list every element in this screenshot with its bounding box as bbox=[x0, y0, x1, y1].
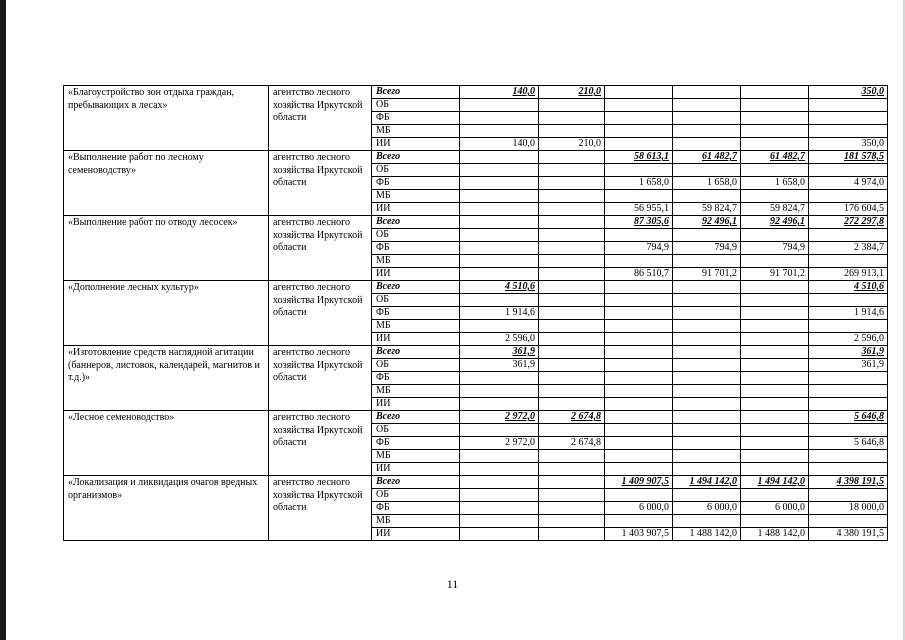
total-cell bbox=[809, 294, 888, 307]
value-cell bbox=[539, 255, 605, 268]
value-cell bbox=[605, 385, 673, 398]
measure-name: «Изготовление средств наглядной агитации (баннеров, листовок, календарей, магнитов и т.д.)» bbox=[64, 346, 269, 411]
value-cell: 140,0 bbox=[460, 86, 539, 99]
value-cell: 91 701,2 bbox=[673, 268, 741, 281]
table-row bbox=[64, 216, 888, 229]
total-cell: 350,0 bbox=[809, 86, 888, 99]
value-cell bbox=[605, 333, 673, 346]
value-cell: 1 658,0 bbox=[673, 177, 741, 190]
value-cell bbox=[539, 112, 605, 125]
total-cell bbox=[809, 489, 888, 502]
value-cell bbox=[539, 216, 605, 229]
value-cell bbox=[539, 333, 605, 346]
value-cell: 1 494 142,0 bbox=[673, 476, 741, 489]
value-cell bbox=[605, 255, 673, 268]
value-cell bbox=[741, 333, 809, 346]
executor-name: агентство лесного хозяйства Иркутской области bbox=[269, 281, 372, 346]
total-cell bbox=[809, 320, 888, 333]
measure-name: «Дополнение лесных культур» bbox=[64, 281, 269, 346]
value-cell: 56 955,1 bbox=[605, 203, 673, 216]
funding-source: ФБ bbox=[372, 372, 460, 385]
value-cell bbox=[741, 125, 809, 138]
value-cell bbox=[539, 177, 605, 190]
value-cell: 361,9 bbox=[460, 346, 539, 359]
value-cell bbox=[460, 242, 539, 255]
value-cell bbox=[741, 385, 809, 398]
funding-source: ИИ bbox=[372, 333, 460, 346]
value-cell bbox=[673, 112, 741, 125]
value-cell bbox=[460, 515, 539, 528]
value-cell bbox=[539, 424, 605, 437]
total-cell bbox=[809, 99, 888, 112]
value-cell bbox=[741, 398, 809, 411]
value-cell bbox=[539, 307, 605, 320]
value-cell: 59 824,7 bbox=[673, 203, 741, 216]
funding-source: ОБ bbox=[372, 359, 460, 372]
value-cell bbox=[460, 203, 539, 216]
value-cell bbox=[605, 307, 673, 320]
total-cell bbox=[809, 190, 888, 203]
value-cell bbox=[673, 372, 741, 385]
value-cell bbox=[539, 229, 605, 242]
value-cell bbox=[460, 99, 539, 112]
value-cell bbox=[673, 359, 741, 372]
measure-name: «Выполнение работ по отводу лесосек» bbox=[64, 216, 269, 281]
value-cell bbox=[539, 242, 605, 255]
value-cell bbox=[673, 346, 741, 359]
total-cell: 5 646,8 bbox=[809, 411, 888, 424]
value-cell bbox=[741, 99, 809, 112]
value-cell bbox=[605, 99, 673, 112]
value-cell bbox=[460, 450, 539, 463]
scan-left-edge bbox=[0, 0, 6, 640]
measure-name: «Благоустройство зон отдыха граждан, пребывающих в лесах» bbox=[64, 86, 269, 151]
executor-name: агентство лесного хозяйства Иркутской области bbox=[269, 476, 372, 541]
value-cell: 1 488 142,0 bbox=[741, 528, 809, 541]
funding-source: ФБ bbox=[372, 112, 460, 125]
value-cell: 1 409 907,5 bbox=[605, 476, 673, 489]
value-cell bbox=[673, 437, 741, 450]
value-cell bbox=[460, 398, 539, 411]
total-cell bbox=[809, 255, 888, 268]
value-cell bbox=[539, 151, 605, 164]
value-cell bbox=[673, 190, 741, 203]
value-cell: 6 000,0 bbox=[673, 502, 741, 515]
total-cell: 269 913,1 bbox=[809, 268, 888, 281]
value-cell bbox=[673, 164, 741, 177]
value-cell bbox=[460, 229, 539, 242]
value-cell bbox=[741, 515, 809, 528]
value-cell bbox=[539, 515, 605, 528]
value-cell: 361,9 bbox=[460, 359, 539, 372]
funding-source: ИИ bbox=[372, 463, 460, 476]
measure-name: «Выполнение работ по лесному семеноводству» bbox=[64, 151, 269, 216]
value-cell bbox=[605, 320, 673, 333]
total-cell bbox=[809, 125, 888, 138]
funding-source: Всего bbox=[372, 411, 460, 424]
funding-source: МБ bbox=[372, 320, 460, 333]
table-row bbox=[64, 476, 888, 489]
value-cell bbox=[741, 190, 809, 203]
funding-source: МБ bbox=[372, 450, 460, 463]
funding-source: ИИ bbox=[372, 203, 460, 216]
value-cell bbox=[741, 320, 809, 333]
value-cell bbox=[539, 281, 605, 294]
value-cell bbox=[741, 424, 809, 437]
total-cell: 361,9 bbox=[809, 359, 888, 372]
value-cell bbox=[605, 138, 673, 151]
value-cell bbox=[605, 424, 673, 437]
total-cell bbox=[809, 424, 888, 437]
total-cell: 2 384,7 bbox=[809, 242, 888, 255]
value-cell bbox=[460, 489, 539, 502]
value-cell bbox=[460, 294, 539, 307]
value-cell bbox=[460, 528, 539, 541]
measure-name: «Локализация и ликвидация очагов вредных организмов» bbox=[64, 476, 269, 541]
total-cell: 4 974,0 bbox=[809, 177, 888, 190]
funding-source: ИИ bbox=[372, 398, 460, 411]
funding-source: ОБ bbox=[372, 99, 460, 112]
value-cell bbox=[460, 164, 539, 177]
value-cell bbox=[539, 463, 605, 476]
table-row bbox=[64, 86, 888, 99]
value-cell: 6 000,0 bbox=[605, 502, 673, 515]
value-cell bbox=[539, 268, 605, 281]
total-cell: 4 398 191,5 bbox=[809, 476, 888, 489]
funding-source: Всего bbox=[372, 86, 460, 99]
value-cell bbox=[460, 320, 539, 333]
value-cell bbox=[460, 151, 539, 164]
value-cell bbox=[605, 86, 673, 99]
funding-source: ОБ bbox=[372, 294, 460, 307]
total-cell bbox=[809, 164, 888, 177]
value-cell: 2 972,0 bbox=[460, 437, 539, 450]
value-cell bbox=[605, 190, 673, 203]
funding-source: ФБ bbox=[372, 242, 460, 255]
total-cell bbox=[809, 398, 888, 411]
funding-source: МБ bbox=[372, 385, 460, 398]
value-cell: 1 658,0 bbox=[741, 177, 809, 190]
value-cell bbox=[460, 125, 539, 138]
value-cell bbox=[460, 190, 539, 203]
funding-source: ОБ bbox=[372, 489, 460, 502]
value-cell: 1 494 142,0 bbox=[741, 476, 809, 489]
value-cell bbox=[460, 385, 539, 398]
value-cell bbox=[539, 125, 605, 138]
value-cell bbox=[539, 359, 605, 372]
funding-source: ИИ bbox=[372, 138, 460, 151]
value-cell bbox=[539, 99, 605, 112]
funding-source: ФБ bbox=[372, 502, 460, 515]
value-cell bbox=[673, 450, 741, 463]
value-cell bbox=[673, 411, 741, 424]
value-cell bbox=[741, 164, 809, 177]
value-cell bbox=[741, 138, 809, 151]
value-cell bbox=[605, 489, 673, 502]
total-cell bbox=[809, 515, 888, 528]
value-cell: 6 000,0 bbox=[741, 502, 809, 515]
table-row bbox=[64, 346, 888, 359]
value-cell bbox=[605, 346, 673, 359]
value-cell bbox=[460, 372, 539, 385]
value-cell bbox=[741, 86, 809, 99]
table-body bbox=[64, 86, 888, 541]
funding-source: ОБ bbox=[372, 424, 460, 437]
value-cell: 1 914,6 bbox=[460, 307, 539, 320]
value-cell bbox=[673, 255, 741, 268]
value-cell bbox=[539, 320, 605, 333]
total-cell: 18 000,0 bbox=[809, 502, 888, 515]
funding-source: ФБ bbox=[372, 437, 460, 450]
value-cell bbox=[460, 112, 539, 125]
funding-source: Всего bbox=[372, 476, 460, 489]
value-cell bbox=[673, 229, 741, 242]
value-cell bbox=[539, 476, 605, 489]
value-cell: 2 674,8 bbox=[539, 437, 605, 450]
funding-source: Всего bbox=[372, 281, 460, 294]
value-cell bbox=[741, 255, 809, 268]
value-cell bbox=[741, 372, 809, 385]
value-cell: 2 972,0 bbox=[460, 411, 539, 424]
value-cell: 794,9 bbox=[741, 242, 809, 255]
value-cell bbox=[673, 125, 741, 138]
funding-source: ИИ bbox=[372, 528, 460, 541]
value-cell bbox=[605, 411, 673, 424]
executor-name: агентство лесного хозяйства Иркутской области bbox=[269, 216, 372, 281]
total-cell: 272 297,8 bbox=[809, 216, 888, 229]
funding-source: ОБ bbox=[372, 164, 460, 177]
executor-name: агентство лесного хозяйства Иркутской области bbox=[269, 86, 372, 151]
funding-source: Всего bbox=[372, 216, 460, 229]
measure-name: «Лесное семеноводство» bbox=[64, 411, 269, 476]
total-cell: 1 914,6 bbox=[809, 307, 888, 320]
executor-name: агентство лесного хозяйства Иркутской области bbox=[269, 346, 372, 411]
funding-source: ФБ bbox=[372, 307, 460, 320]
value-cell bbox=[741, 281, 809, 294]
value-cell: 2 674,8 bbox=[539, 411, 605, 424]
value-cell bbox=[539, 203, 605, 216]
total-cell bbox=[809, 372, 888, 385]
value-cell bbox=[539, 385, 605, 398]
value-cell bbox=[673, 307, 741, 320]
value-cell bbox=[673, 294, 741, 307]
value-cell bbox=[539, 372, 605, 385]
value-cell bbox=[741, 437, 809, 450]
value-cell bbox=[741, 463, 809, 476]
total-cell bbox=[809, 450, 888, 463]
value-cell: 92 496,1 bbox=[673, 216, 741, 229]
value-cell: 61 482,7 bbox=[741, 151, 809, 164]
value-cell bbox=[673, 333, 741, 346]
total-cell: 4 380 191,5 bbox=[809, 528, 888, 541]
funding-source: ОБ bbox=[372, 229, 460, 242]
value-cell bbox=[539, 164, 605, 177]
value-cell bbox=[673, 398, 741, 411]
funding-source: Всего bbox=[372, 346, 460, 359]
value-cell bbox=[673, 424, 741, 437]
value-cell bbox=[605, 164, 673, 177]
value-cell bbox=[539, 346, 605, 359]
value-cell bbox=[673, 99, 741, 112]
total-cell bbox=[809, 112, 888, 125]
value-cell bbox=[605, 515, 673, 528]
total-cell: 4 510,6 bbox=[809, 281, 888, 294]
value-cell bbox=[673, 489, 741, 502]
value-cell: 86 510,7 bbox=[605, 268, 673, 281]
value-cell: 87 305,6 bbox=[605, 216, 673, 229]
value-cell bbox=[460, 177, 539, 190]
value-cell bbox=[741, 229, 809, 242]
value-cell bbox=[605, 294, 673, 307]
value-cell bbox=[741, 294, 809, 307]
total-cell bbox=[809, 385, 888, 398]
table-row bbox=[64, 281, 888, 294]
value-cell: 1 488 142,0 bbox=[673, 528, 741, 541]
value-cell bbox=[605, 463, 673, 476]
value-cell bbox=[539, 502, 605, 515]
value-cell: 61 482,7 bbox=[673, 151, 741, 164]
value-cell: 210,0 bbox=[539, 86, 605, 99]
value-cell bbox=[605, 437, 673, 450]
value-cell bbox=[539, 489, 605, 502]
value-cell: 794,9 bbox=[673, 242, 741, 255]
total-cell: 5 646,8 bbox=[809, 437, 888, 450]
budget-table bbox=[63, 85, 888, 541]
value-cell bbox=[539, 398, 605, 411]
value-cell: 1 403 907,5 bbox=[605, 528, 673, 541]
value-cell bbox=[741, 307, 809, 320]
total-cell: 361,9 bbox=[809, 346, 888, 359]
value-cell bbox=[741, 489, 809, 502]
total-cell: 176 604,5 bbox=[809, 203, 888, 216]
value-cell bbox=[605, 229, 673, 242]
value-cell bbox=[673, 320, 741, 333]
value-cell bbox=[460, 476, 539, 489]
funding-source: Всего bbox=[372, 151, 460, 164]
value-cell bbox=[539, 450, 605, 463]
value-cell bbox=[460, 463, 539, 476]
value-cell bbox=[673, 281, 741, 294]
funding-source: МБ bbox=[372, 125, 460, 138]
value-cell bbox=[460, 424, 539, 437]
value-cell bbox=[539, 294, 605, 307]
value-cell bbox=[673, 463, 741, 476]
value-cell: 92 496,1 bbox=[741, 216, 809, 229]
value-cell bbox=[460, 216, 539, 229]
value-cell bbox=[673, 515, 741, 528]
value-cell: 2 596,0 bbox=[460, 333, 539, 346]
value-cell: 58 613,1 bbox=[605, 151, 673, 164]
value-cell bbox=[460, 255, 539, 268]
value-cell: 59 824,7 bbox=[741, 203, 809, 216]
value-cell: 140,0 bbox=[460, 138, 539, 151]
table-row bbox=[64, 411, 888, 424]
funding-source: МБ bbox=[372, 515, 460, 528]
value-cell bbox=[741, 346, 809, 359]
value-cell bbox=[673, 86, 741, 99]
funding-source: МБ bbox=[372, 190, 460, 203]
value-cell bbox=[605, 359, 673, 372]
value-cell bbox=[605, 372, 673, 385]
value-cell: 1 658,0 bbox=[605, 177, 673, 190]
value-cell: 794,9 bbox=[605, 242, 673, 255]
executor-name: агентство лесного хозяйства Иркутской области bbox=[269, 151, 372, 216]
value-cell bbox=[539, 190, 605, 203]
value-cell bbox=[673, 138, 741, 151]
value-cell bbox=[673, 385, 741, 398]
value-cell: 210,0 bbox=[539, 138, 605, 151]
funding-source: МБ bbox=[372, 255, 460, 268]
page-number: 11 bbox=[446, 577, 459, 591]
value-cell bbox=[605, 450, 673, 463]
funding-source: ФБ bbox=[372, 177, 460, 190]
value-cell bbox=[741, 359, 809, 372]
value-cell bbox=[605, 112, 673, 125]
total-cell bbox=[809, 463, 888, 476]
value-cell bbox=[539, 528, 605, 541]
table-row bbox=[64, 151, 888, 164]
value-cell bbox=[741, 411, 809, 424]
total-cell: 181 578,5 bbox=[809, 151, 888, 164]
funding-source: ИИ bbox=[372, 268, 460, 281]
total-cell: 350,0 bbox=[809, 138, 888, 151]
value-cell bbox=[605, 281, 673, 294]
value-cell: 91 701,2 bbox=[741, 268, 809, 281]
executor-name: агентство лесного хозяйства Иркутской области bbox=[269, 411, 372, 476]
value-cell bbox=[460, 502, 539, 515]
total-cell: 2 596,0 bbox=[809, 333, 888, 346]
value-cell bbox=[605, 125, 673, 138]
value-cell: 4 510,6 bbox=[460, 281, 539, 294]
value-cell bbox=[605, 398, 673, 411]
value-cell bbox=[460, 268, 539, 281]
total-cell bbox=[809, 229, 888, 242]
value-cell bbox=[741, 450, 809, 463]
value-cell bbox=[741, 112, 809, 125]
